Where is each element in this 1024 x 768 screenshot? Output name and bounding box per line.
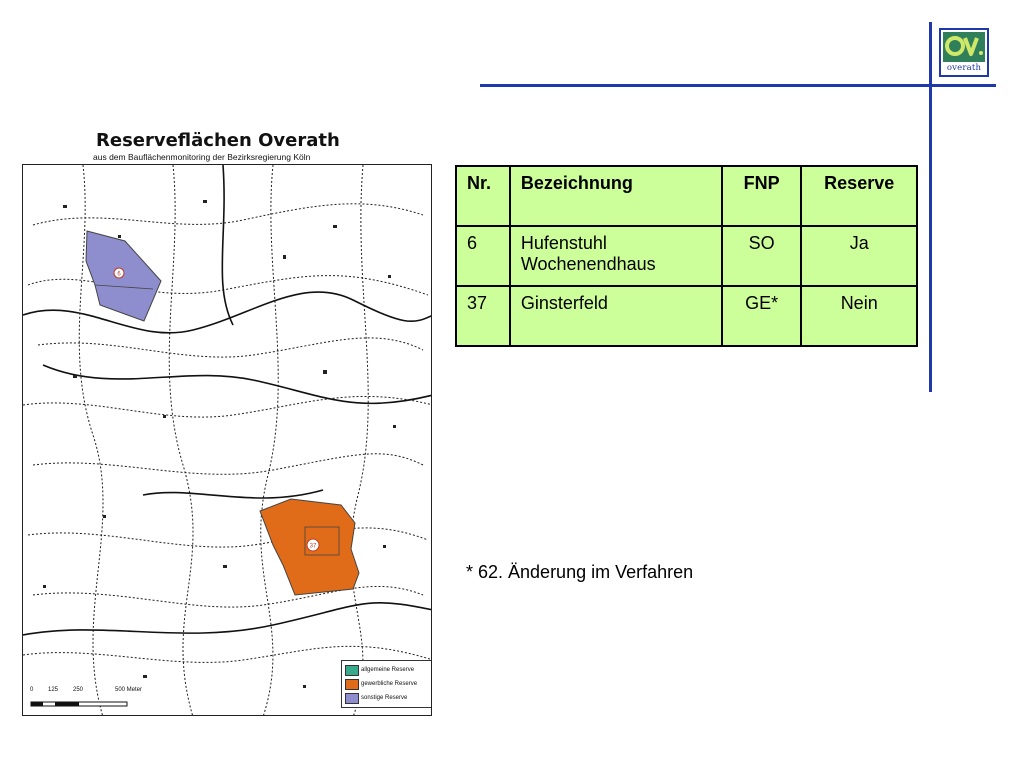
legend-swatch xyxy=(345,665,359,676)
legend-swatch xyxy=(345,679,359,690)
legend-label: sonstige Reserve xyxy=(361,695,408,701)
scale-tick-label: 125 xyxy=(48,687,59,693)
map-legend xyxy=(341,660,432,708)
cell-bezeichnung-line: Wochenendhaus xyxy=(520,254,656,274)
cell-bezeichnung-line: Hufenstuhl xyxy=(520,233,607,253)
scale-bar-graphic xyxy=(27,687,167,713)
cell-fnp: GE* xyxy=(722,286,802,346)
reserve-table xyxy=(455,165,918,347)
header-fnp: FNP xyxy=(722,166,802,226)
header-rule-vertical xyxy=(929,22,932,392)
map-roads xyxy=(23,165,432,635)
header-bezeichnung: Bezeichnung xyxy=(510,166,722,226)
logo-wordmark: overath xyxy=(946,63,982,73)
cell-reserve: Nein xyxy=(801,286,917,346)
map-scale-bar xyxy=(27,687,167,713)
scale-tick-label: 500 Meter xyxy=(115,687,143,693)
map-subtitle: aus dem Bauflächenmonitoring der Bezirksregierung Köln xyxy=(93,152,311,162)
footnote: * 62. Änderung im Verfahren xyxy=(466,562,694,582)
table-header-row xyxy=(456,166,917,226)
legend-item-gewerbliche xyxy=(345,677,432,691)
reserve-area-6-label: 6 xyxy=(117,271,121,278)
cell-fnp: SO xyxy=(722,226,802,286)
map-title: Reserveflächen Overath xyxy=(96,130,340,151)
cell-nr: 6 xyxy=(456,226,510,286)
legend-item-sonstige xyxy=(345,691,432,705)
cell-nr: 37 xyxy=(456,286,510,346)
legend-swatch xyxy=(345,693,359,704)
legend-label: gewerbliche Reserve xyxy=(361,681,418,687)
legend-item-allgemeine xyxy=(345,663,432,677)
cell-bezeichnung xyxy=(510,226,722,286)
map-canvas xyxy=(23,165,432,716)
table-row xyxy=(456,286,917,346)
reserve-area-37-label: 37 xyxy=(309,543,317,550)
cell-reserve: Ja xyxy=(801,226,917,286)
table-row xyxy=(456,226,917,286)
scale-tick-label: 250 xyxy=(73,687,84,693)
cell-bezeichnung-line: Ginsterfeld xyxy=(520,293,608,313)
reserve-map xyxy=(22,164,432,716)
map-line-work xyxy=(23,165,432,716)
header-nr: Nr. xyxy=(456,166,510,226)
header-reserve: Reserve xyxy=(801,166,917,226)
legend-label: allgemeine Reserve xyxy=(361,667,415,673)
header-rule-horizontal xyxy=(480,84,996,87)
scale-tick-label: 0 xyxy=(30,687,34,693)
cell-bezeichnung xyxy=(510,286,722,346)
overath-logo-mark-icon xyxy=(943,32,985,62)
overath-logo xyxy=(939,28,989,77)
